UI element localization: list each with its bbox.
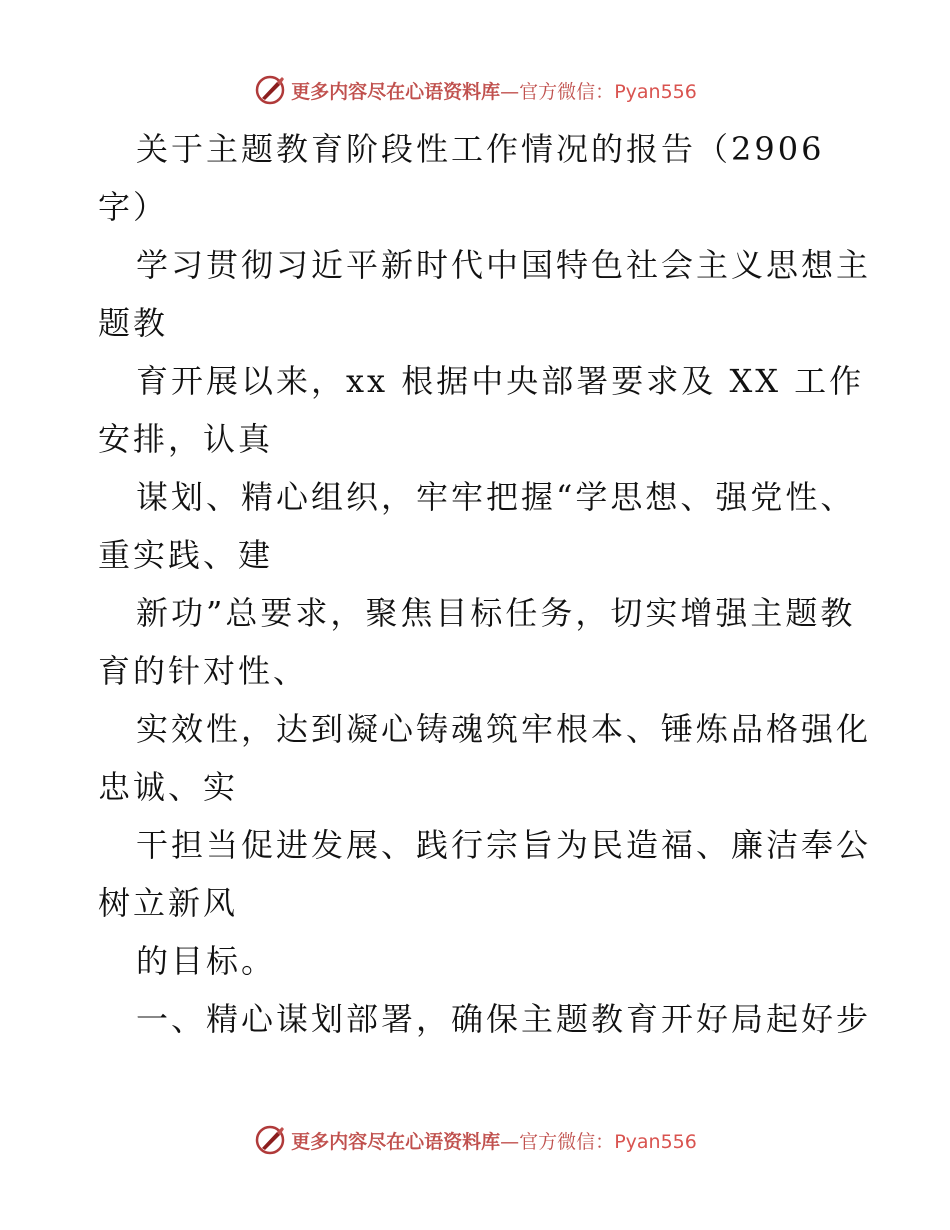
- footer-banner: [0, 1120, 950, 1160]
- document-line: 干担当促进发展、践行宗旨为民造福、廉洁奉公: [136, 826, 872, 864]
- document-line: 育开展以来，xx 根据中央部署要求及 XX 工作: [136, 362, 865, 400]
- document-line: 忠诚、实: [98, 768, 239, 806]
- banner-label: 官方微信：: [519, 80, 615, 103]
- banner-dash: —: [500, 1130, 520, 1153]
- document-line: 重实践、建: [98, 536, 274, 574]
- banner-dash: —: [500, 80, 520, 103]
- pen-logo-icon: [253, 1123, 287, 1157]
- document-line: 新功”总要求，聚焦目标任务，切实增强主题教: [136, 594, 856, 632]
- document-line: 一、精心谋划部署，确保主题教育开好局起好步: [136, 1000, 872, 1038]
- document-line: 安排，认真: [98, 420, 274, 458]
- document-line: 育的针对性、: [98, 652, 309, 690]
- document-body: [98, 120, 872, 1048]
- document-line: 树立新风: [98, 884, 239, 922]
- pen-logo-icon: [253, 73, 287, 107]
- document-line: 学习贯彻习近平新时代中国特色社会主义思想主: [136, 246, 872, 284]
- document-line: 的目标。: [136, 942, 277, 980]
- document-line: 谋划、精心组织，牢牢把握“学思想、强党性、: [136, 478, 856, 516]
- header-banner: [0, 70, 950, 110]
- document-line: 关于主题教育阶段性工作情况的报告（2906: [136, 130, 825, 168]
- banner-main-text: 更多内容尽在心语资料库: [291, 1130, 501, 1153]
- document-line: 实效性，达到凝心铸魂筑牢根本、锤炼品格强化: [136, 710, 872, 748]
- banner-label: 官方微信：: [519, 1130, 615, 1153]
- banner-wechat-id: Pyan556: [614, 80, 697, 103]
- banner-wechat-id: Pyan556: [614, 1130, 697, 1153]
- banner-main-text: 更多内容尽在心语资料库: [291, 80, 501, 103]
- document-line: 字）: [98, 188, 169, 226]
- document-line: 题教: [98, 304, 169, 342]
